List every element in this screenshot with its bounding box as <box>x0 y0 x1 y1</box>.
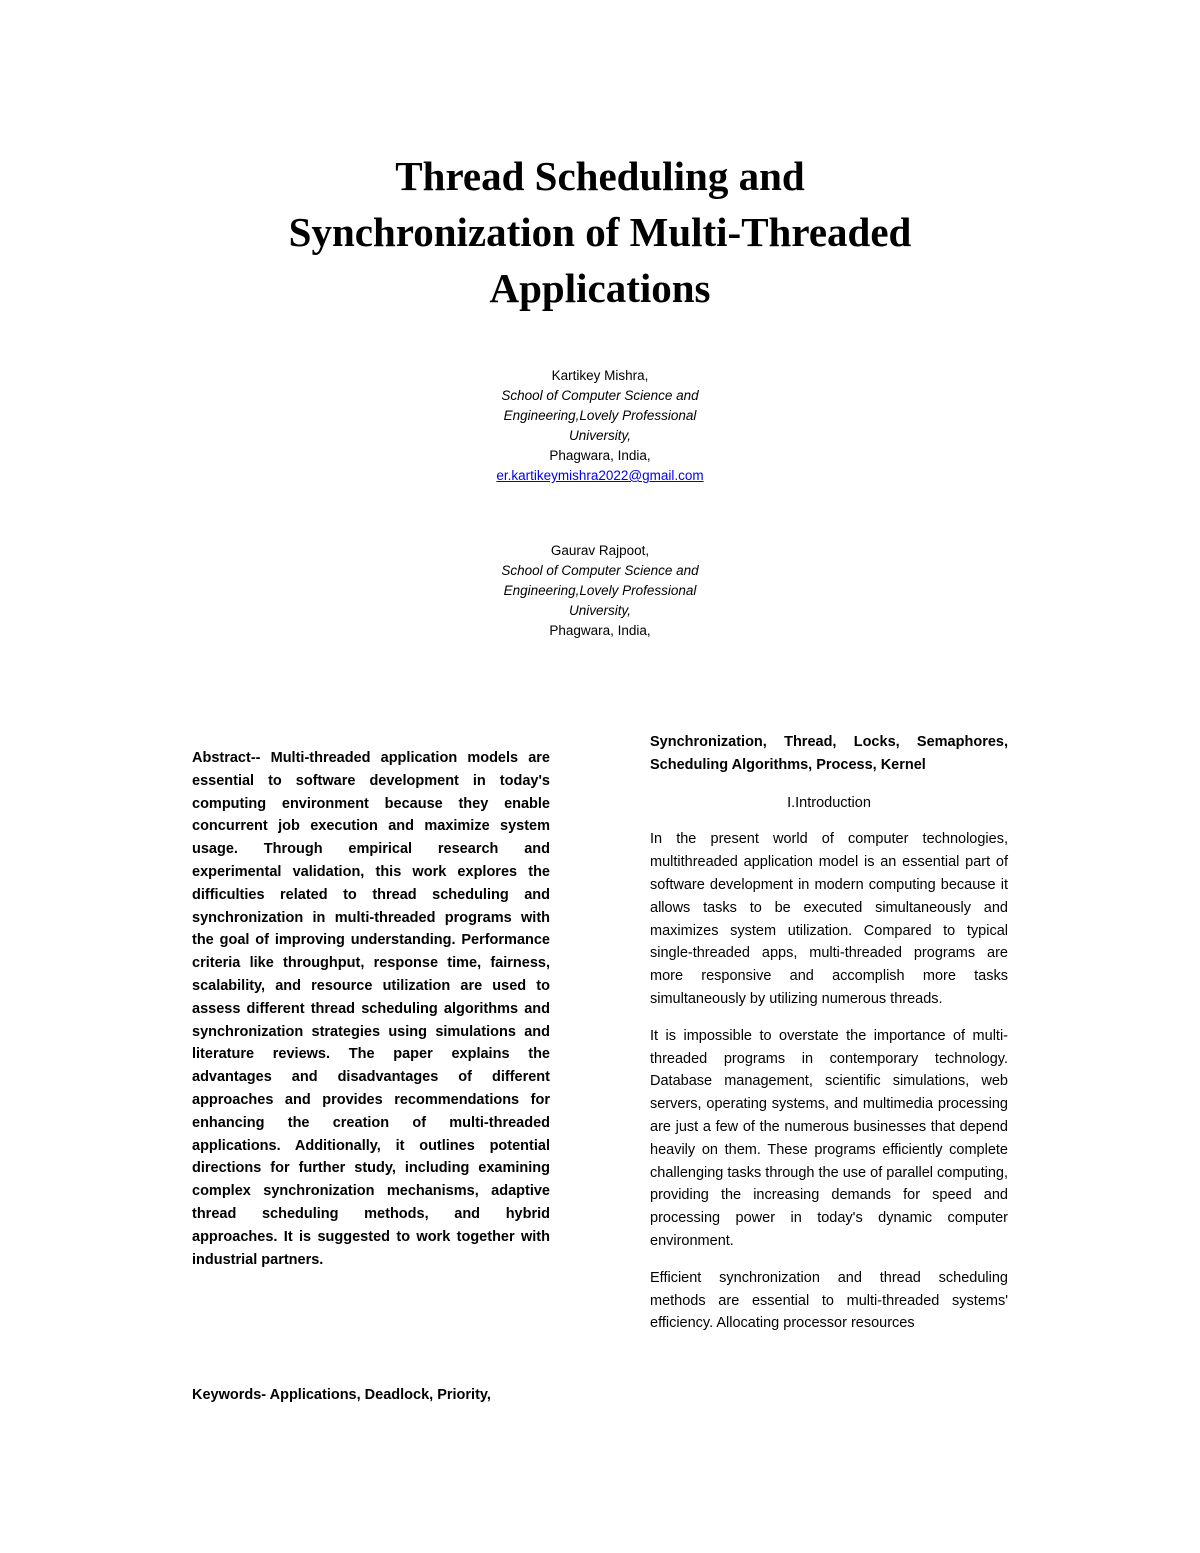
intro-paragraph: Efficient synchronization and thread scheduling methods are essential to multi-threaded systems' efficiency. Allocating processor resources <box>650 1269 1008 1332</box>
author-email-link[interactable]: er.kartikeymishra2022@gmail.com <box>496 468 704 483</box>
author-affiliation-line: Engineering,Lovely Professional <box>503 408 697 423</box>
author-affiliation-line: School of Computer Science and <box>501 388 699 403</box>
author-affiliation-line: School of Computer Science and <box>501 563 699 578</box>
title-line: Thread Scheduling and <box>395 153 805 199</box>
section-heading-introduction: I.Introduction <box>787 794 871 811</box>
author-name: Kartikey Mishra, <box>551 368 649 383</box>
paper-title <box>100 148 1100 316</box>
author-block-1 <box>400 366 800 486</box>
right-column <box>650 731 1008 1349</box>
author-affiliation-line: University, <box>568 603 631 618</box>
left-column <box>192 747 550 1403</box>
author-location: Phagwara, India, <box>549 623 651 638</box>
author-location: Phagwara, India, <box>549 448 651 463</box>
author-affiliation-line: University, <box>568 428 631 443</box>
abstract-text: Abstract-- Multi-threaded application models are essential to software development in today's computing environment because they enable concurrent job execution and maximize system usage. Through empirical research and experimental validation, this work explores the difficulties related to thread scheduling and synchronization in multi-threaded programs with the goal of improving understanding. Performance criteria like throughput, response time, fairness, scalability, and resource utilization are used to assess different thread scheduling algorithms and synchronization strategies using simulations and literature reviews. The paper explains the advantages and disadvantages of different approaches and provides recommendations for enhancing the creation of multi-threaded applications. Additionally, it outlines potential directions for further study, including examining complex synchronization mechanisms, adaptive thread scheduling methods, and hybrid approaches. It is suggested to work together with industrial partners. <box>192 750 550 1268</box>
author-block-2 <box>400 541 800 641</box>
keywords-continuation: Synchronization, Thread, Locks, Semaphores, Scheduling Algorithms, Process, Kernel <box>650 734 1008 773</box>
title-line: Synchronization of Multi-Threaded <box>288 209 912 255</box>
intro-paragraph: In the present world of computer technologies, multithreaded application model is an essential part of software development in modern computing because it allows tasks to be executed simultaneously and maximizes system utilization. Compared to typical single-threaded apps, multi-threaded programs are more responsive and accomplish more tasks simultaneously by utilizing numerous threads. <box>650 831 1008 1007</box>
title-line: Applications <box>489 265 711 311</box>
author-name: Gaurav Rajpoot, <box>550 543 650 558</box>
intro-paragraph: It is impossible to overstate the importance of multi-threaded programs in contemporary technology. Database management, scientific simulations, web servers, operating systems, and multimedia processing are just a few of the numerous businesses that depend heavily on them. These programs efficiently complete challenging tasks through the use of parallel computing, providing the increasing demands for speed and processing power in today's dynamic computer environment. <box>650 1027 1008 1249</box>
keywords-start: Keywords- Applications, Deadlock, Priority, <box>192 1387 491 1403</box>
author-affiliation-line: Engineering,Lovely Professional <box>503 583 697 598</box>
